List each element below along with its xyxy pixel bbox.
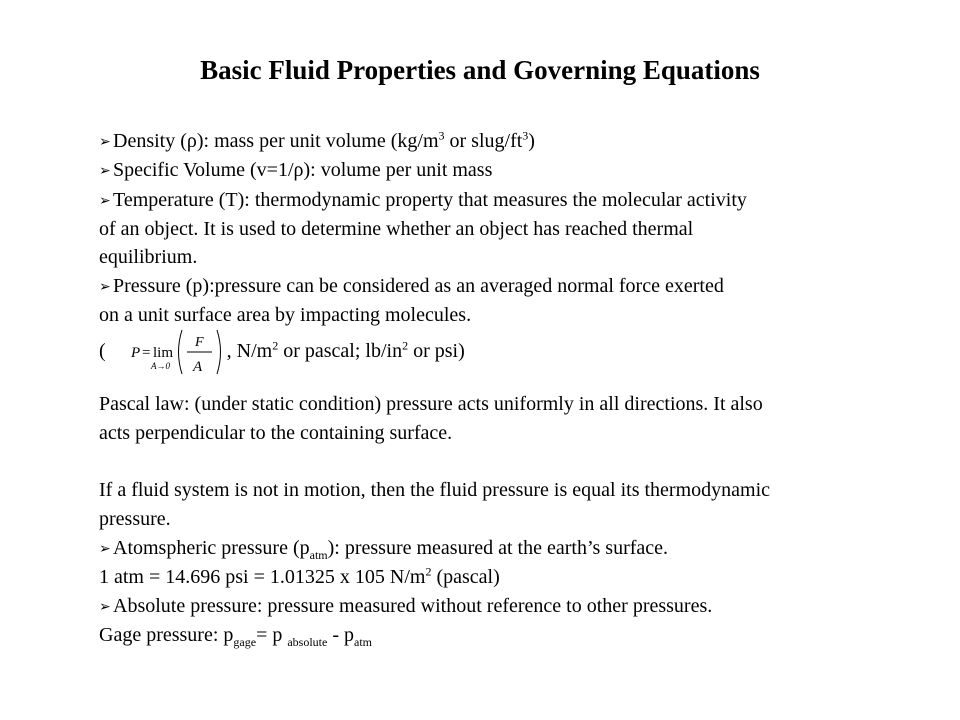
pascal-law-line-2: acts perpendicular to the containing surface. [99, 422, 453, 444]
formula-lim: lim [152, 345, 173, 362]
pressure-formula [115, 326, 225, 378]
bullet-arrow-icon: ➢ [99, 542, 111, 557]
bullet-arrow-icon: ➢ [99, 194, 111, 209]
bullet-arrow-icon: ➢ [99, 600, 111, 615]
pressure-line: ➢ Pressure (p):pressure can be considered as an averaged normal force exerted [99, 273, 724, 301]
atm-value-line: 1 atm = 14.696 psi = 1.01325 x 105 $N/m^2$ (pascal) [99, 564, 500, 588]
atmospheric-pressure-line: ➢ Atomspheric pressure $(p_{atm})$: pressure measured at the earth’s surface. [99, 537, 669, 562]
formula-eq: = [141, 345, 151, 362]
formula-numerator: F [194, 335, 204, 351]
fluid-system-line-2: pressure. [99, 508, 171, 530]
bullet-arrow-icon: ➢ [99, 164, 111, 179]
specific-volume-line: ➢ Specific Volume (v=1/ρ): volume per unit mass [99, 157, 492, 185]
formula-left-paren [178, 330, 182, 374]
formula-p: P [130, 345, 140, 362]
pascal-law-line: Pascal law: (under static condition) pressure acts uniformly in all directions. It also [99, 393, 763, 415]
formula-lim-sub: A→0 [150, 361, 170, 372]
temperature-line-2: of an object. It is used to determine whether an object has reached thermal [99, 218, 694, 240]
formula-denominator: A [192, 359, 202, 376]
gage-pressure-line: Gage pressure: $p_{gage}= p$ $_{absolute} - p_{atm}$ [99, 624, 373, 649]
pressure-line-2: on a unit surface area by impacting molecules. [99, 304, 472, 326]
fluid-system-line: If a fluid system is not in motion, then the fluid pressure is equal its thermodynamic [99, 479, 770, 501]
bullet-arrow-icon: ➢ [99, 280, 111, 295]
bullet-arrow-icon: ➢ [99, 135, 111, 150]
absolute-pressure-line: ➢ Absolute pressure: pressure measured without reference to other pressures. [99, 593, 712, 621]
page-title: Basic Fluid Properties and Governing Equations [200, 55, 760, 85]
temperature-line: ➢ Temperature (T): thermodynamic property that measures the molecular activity [99, 187, 747, 215]
pressure-formula-line: ( P = lim A→0 F A , $N/m^2$ or pascal; $lb/in^2$ or psi) [99, 326, 465, 378]
formula-right-paren [217, 330, 221, 374]
density-line: ➢ Density (ρ): mass per unit volume ($kg/m^3$ or slug/$ft^3$) [99, 128, 535, 156]
temperature-line-3: equilibrium. [99, 246, 198, 268]
